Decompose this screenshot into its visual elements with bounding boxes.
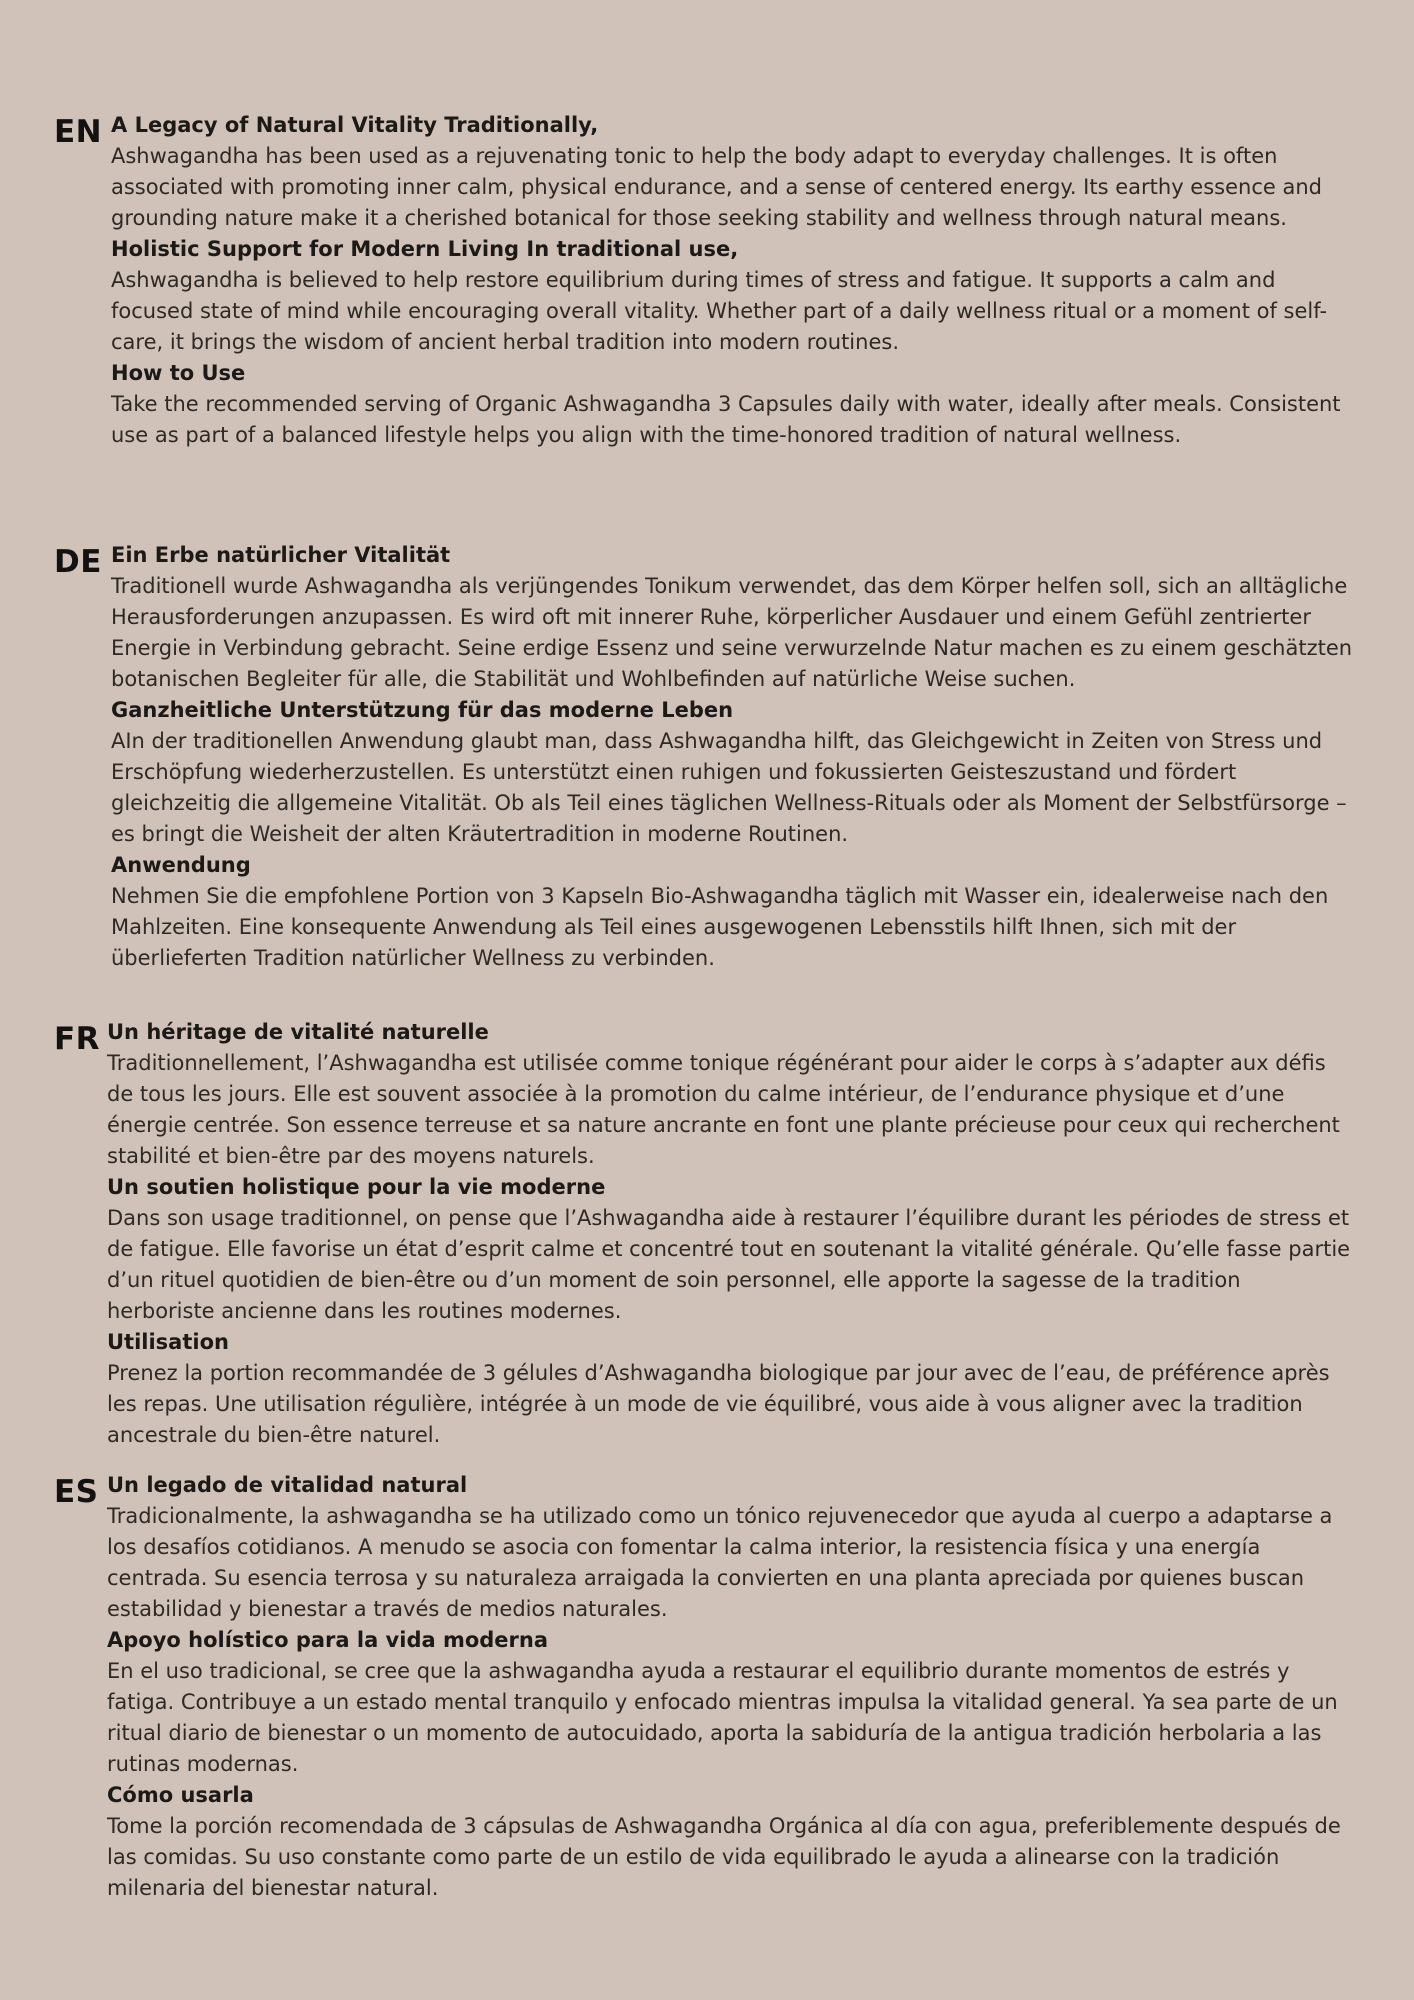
- en-text-holistic: Ashwagandha is believed to help restore equilibrium during times of stress and fatigue. It supports a calm and focused state of mind while encouraging overall vitality. Whether part of a daily wellness ritual or a moment of self-care, it brings the wisdom of ancient herbal tradition into modern routines.: [111, 268, 1328, 354]
- en-text-legacy: Ashwagandha has been used as a rejuvenating tonic to help the body adapt to everyday challenges. It is often associated with promoting inner calm, physical endurance, and a sense of centered energy. Its earthy essence and grounding nature make it a cherished botanical for those seeking stability and wellness through natural means.: [111, 144, 1322, 230]
- fr-heading-holistic: Un soutien holistique pour la vie moderne: [107, 1175, 606, 1199]
- de-text-how-to-use: Nehmen Sie die empfohlene Portion von 3 Kapseln Bio-Ashwagandha täglich mit Wasser ein, idealerweise nach den Mahlzeiten. Eine konsequente Anwendung als Teil eines ausgewogenen Lebensstils hilft Ihnen, sich mit der überlieferten Tradition natürlicher Wellness zu verbinden.: [111, 884, 1329, 970]
- section-fr-content: [107, 1017, 1354, 1451]
- en-text-how-to-use: Take the recommended serving of Organic Ashwagandha 3 Capsules daily with water, ideally after meals. Consistent use as part of a balanced lifestyle helps you align with the time-honored tradition of natural wellness.: [111, 392, 1341, 447]
- de-text-holistic: AIn der traditionellen Anwendung glaubt man, dass Ashwagandha hilft, das Gleichgewicht in Zeiten von Stress und Erschöpfung wiederherzustellen. Es unterstützt einen ruhigen und fokussierten Geisteszustand und fördert gleichzeitig die allgemeine Vitalität. Ob als Teil eines täglichen Wellness-Rituals oder als Moment der Selbstfürsorge – es bringt die Weisheit der alten Kräutertradition in moderne Routinen.: [111, 729, 1347, 846]
- language-code-fr: FR: [54, 1021, 101, 1057]
- es-text-legacy: Tradicionalmente, la ashwagandha se ha utilizado como un tónico rejuvenecedor que ayuda al cuerpo a adaptarse a los desafíos cotidianos. A menudo se asocia con fomentar la calma interior, la resistencia física y una energía centrada. Su esencia terrosa y su naturaleza arraigada la convierten en una planta apreciada por quienes buscan estabilidad y bienestar a través de medios naturales.: [107, 1504, 1333, 1621]
- es-heading-holistic: Apoyo holístico para la vida moderna: [107, 1628, 549, 1652]
- fr-text-how-to-use: Prenez la portion recommandée de 3 gélules d’Ashwagandha biologique par jour avec de l’eau, de préférence après les repas. Une utilisation régulière, intégrée à un mode de vie équilibré, vous aide à vous aligner avec la tradition ancestrale du bien-être naturel.: [107, 1361, 1330, 1447]
- de-text-legacy: Traditionell wurde Ashwagandha als verjüngendes Tonikum verwendet, das dem Körper helfen soll, sich an alltägliche Herausforderungen anzupassen. Es wird oft mit innerer Ruhe, körperlicher Ausdauer und einem Gefühl zentrierter Energie in Verbindung gebracht. Seine erdige Essenz und seine verwurzelnde Natur machen es zu einem geschätzten botanischen Begleiter für alle, die Stabilität und Wohlbefinden auf natürliche Weise suchen.: [111, 574, 1353, 691]
- language-code-es: ES: [54, 1474, 99, 1510]
- es-text-how-to-use: Tome la porción recomendada de 3 cápsulas de Ashwagandha Orgánica al día con agua, preferiblemente después de las comidas. Su uso constante como parte de un estilo de vida equilibrado le ayuda a alinearse con la tradición milenaria del bienestar natural.: [107, 1814, 1341, 1900]
- fr-heading-legacy: Un héritage de vitalité naturelle: [107, 1020, 489, 1044]
- fr-text-holistic: Dans son usage traditionnel, on pense que l’Ashwagandha aide à restaurer l’équilibre durant les périodes de stress et de fatigue. Elle favorise un état d’esprit calme et concentré tout en soutenant la vitalité générale. Qu’elle fasse partie d’un rituel quotidien de bien-être ou d’un moment de soin personnel, elle apporte la sagesse de la tradition herboriste ancienne dans les routines modernes.: [107, 1206, 1351, 1323]
- language-code-de: DE: [54, 544, 102, 580]
- en-heading-legacy: A Legacy of Natural Vitality Traditionally,: [111, 113, 599, 137]
- language-code-en: EN: [54, 114, 103, 150]
- fr-heading-how-to-use: Utilisation: [107, 1330, 229, 1354]
- es-heading-how-to-use: Cómo usarla: [107, 1783, 254, 1807]
- section-de-content: [111, 540, 1354, 974]
- de-heading-legacy: Ein Erbe natürlicher Vitalität: [111, 543, 451, 567]
- es-heading-legacy: Un legado de vitalidad natural: [107, 1473, 468, 1497]
- section-en-content: [111, 110, 1354, 451]
- section-es-content: [107, 1470, 1354, 1904]
- en-heading-how-to-use: How to Use: [111, 361, 246, 385]
- de-heading-holistic: Ganzheitliche Unterstützung für das moderne Leben: [111, 698, 734, 722]
- fr-text-legacy: Traditionnellement, l’Ashwagandha est utilisée comme tonique régénérant pour aider le corps à s’adapter aux défis de tous les jours. Elle est souvent associée à la promotion du calme intérieur, de l’endurance physique et d’une énergie centrée. Son essence terreuse et sa nature ancrante en font une plante précieuse pour ceux qui recherchent stabilité et bien-être par des moyens naturels.: [107, 1051, 1340, 1168]
- en-heading-holistic: Holistic Support for Modern Living In traditional use,: [111, 237, 739, 261]
- es-text-holistic: En el uso tradicional, se cree que la ashwagandha ayuda a restaurar el equilibrio durante momentos de estrés y fatiga. Contribuye a un estado mental tranquilo y enfocado mientras impulsa la vitalidad general. Ya sea parte de un ritual diario de bienestar o un momento de autocuidado, aporta la sabiduría de la antigua tradición herbolaria a las rutinas modernas.: [107, 1659, 1338, 1776]
- de-heading-how-to-use: Anwendung: [111, 853, 251, 877]
